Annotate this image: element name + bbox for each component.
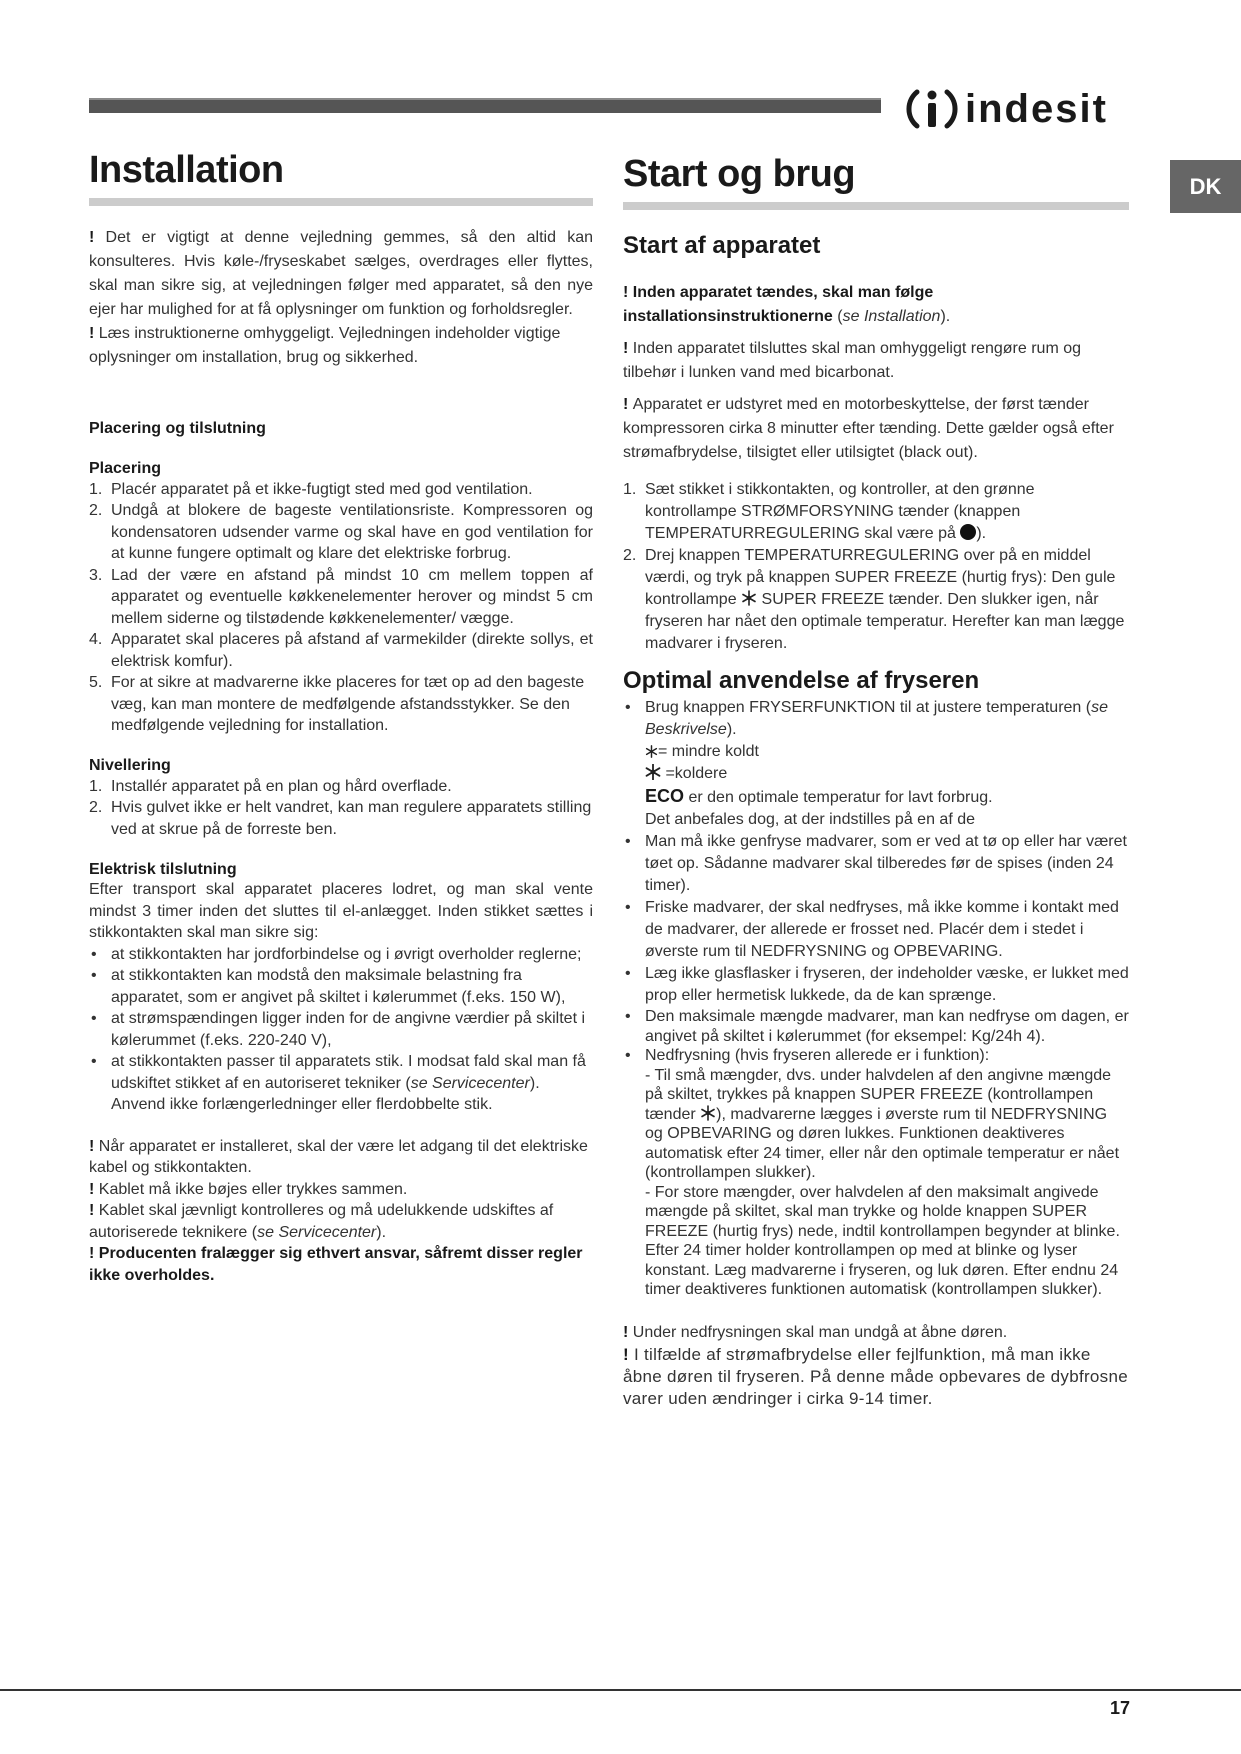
list-item: • Nedfrysning (hvis fryseren allerede er i funktion): - Til små mængder, dvs. under halvdelen af den angivne mængde på skiltet, trykkes på knappen SUPER FREEZE (kontrollampen tænder ), madvarerne lægges i øverste rum til NEDFRYSNING og OPBEVARING og døren lukkes. Funktionen deaktiveres automatisk efter 24 timer, eller når den optimale temperatur er nået (kontrollampen slukker). - For store mængder, over halvdelen af den maksimalt angivede mængde på skiltet, skal man trykke og holde knappen SUPER FREEZE (hurtig frys) nede, indtil kontrollampen begynder at blinke. Efter 24 timer holder kontrollampen op med at blinke og lyser konstant. Læg madvarerne i fryseren, og luk døren. Efter endnu 24 timer deaktiveres funktionen automatisk (kontrollampen slukker). xyxy=(623,1046,1129,1300)
footer-rule xyxy=(0,1689,1241,1691)
list-item: • Den maksimale mængde madvarer, man kan nedfryse om dagen, er angivet på skiltet i kølerummet (for eksempel: Kg/24h 4). xyxy=(623,1007,1129,1046)
installation-title: Installation xyxy=(89,149,284,191)
list-item: • Læg ikke glasflasker i fryseren, der indeholder væske, er lukket med prop eller hermetisk lukkede, da de kan sprænge. xyxy=(623,963,1129,1007)
nivellering-heading: Nivellering xyxy=(89,756,171,774)
optimal-heading: Optimal anvendelse af fryseren xyxy=(623,666,980,694)
brand-name: indesit xyxy=(965,86,1108,131)
list-item: 5. For at sikre at madvarerne ikke placeres for tæt op ad den bageste væg, kan man montere de medfølgende afstandsstykker. Se den medfølgende vejledning for installation. xyxy=(89,674,585,735)
eco-note: Det anbefales dog, at der indstilles på en af de xyxy=(645,811,975,829)
installation-column xyxy=(89,150,593,1286)
warning-cleaning: ! Inden apparatet tilsluttes skal man omhyggeligt rengøre rum og tilbehør i lunken vand med bicarbonat. xyxy=(623,339,1082,381)
less-cold-line: = mindre koldt xyxy=(623,741,1129,763)
colder-line: =koldere xyxy=(623,763,1129,785)
note-cable-bend: ! Kablet må ikke bøjes eller trykkes sammen. xyxy=(89,1180,408,1198)
list-item: 2. Hvis gulvet ikke er helt vandret, kan man regulere apparatets stilling ved at skrue på de forreste ben. xyxy=(89,799,592,838)
nivellering-list xyxy=(89,776,593,841)
start-steps xyxy=(623,479,1129,655)
list-item: • at stikkontakten har jordforbindelse og i øvrigt overholder reglerne; xyxy=(89,944,593,966)
snowflake-icon xyxy=(700,1105,716,1121)
list-item: 2. Drej knappen TEMPERATURREGULERING over på en middel værdi, og tryk på knappen SUPER FREEZE (hurtig frys): Den gule kontrollampe SUPER FREEZE tænder. Den slukker igen, når fryseren har nået den optimale temperatur. Herefter kan man lægge madvarer i fryseren. xyxy=(623,546,1125,652)
title-rule xyxy=(623,202,1129,210)
title-rule xyxy=(89,198,593,206)
optimal-bullets xyxy=(623,697,1129,1300)
warning-motor-protection: ! Apparatet er udstyret med en motorbeskyttelse, der først tænder kompressoren cirka 8 minutter efter tænding. Dette gælder også efter strømafbrydelse, tilsigtet eller utilsigtet (black out). xyxy=(623,395,1114,461)
elektrisk-heading: Elektrisk tilslutning xyxy=(89,861,237,879)
list-item: • Friske madvarer, der skal nedfryses, må ikke komme i kontakt med de madvarer, der allerede er frosset ned. Placér dem i stedet i øverste rum til NEDFRYSNING og OPBEVARING. xyxy=(623,897,1129,963)
placement-section-heading: Placering og tilslutning xyxy=(89,419,266,437)
on-position-icon xyxy=(960,524,976,540)
start-heading: Start af apparatet xyxy=(623,231,821,259)
snowflake-icon xyxy=(741,590,757,606)
intro-paragraph-1: ! Det er vigtigt at denne vejledning gemmes, så den altid kan konsulteres. Hvis køle-/fryseskabet sælges, overdrages eller flyttes, skal man sikre sig, at vejledningen følger med apparatet, så den nye ejer har mulighed for at få oplysninger om funktion og forholdsregler. xyxy=(89,228,593,318)
intro-paragraph-2: ! Læs instruktionerne omhyggeligt. Vejledningen indeholder vigtige oplysninger om installation, brug og sikkerhed. xyxy=(89,324,561,366)
list-item: 2. Undgå at blokere de bageste ventilationsriste. Kompressoren og kondensatoren udsender varme og skal have en god ventilation for at kunne fungere optimalt og klare det elektriske forbrug. xyxy=(89,502,593,563)
snowflake-large-icon xyxy=(645,764,661,780)
list-item: • Man må ikke genfryse madvarer, som er ved at tø op eller har været tøet op. Sådanne madvarer skal tilberedes før de spises (inden 24 timer). xyxy=(623,831,1129,897)
note-cable-access: ! Når apparatet er installeret, skal der være let adgang til det elektriske kabel og stikkontakten. xyxy=(89,1137,588,1177)
list-item: 3. Lad der være en afstand på mindst 10 cm mellem toppen af apparatet og eventuelle køkkenelementer herover og mindst 5 cm mellem siderne og tilstødende køkkenelementer/ vægge. xyxy=(89,566,593,627)
list-item: • Brug knappen FRYSERFUNKTION til at justere temperaturen (se Beskrivelse). xyxy=(623,697,1129,741)
final-notes xyxy=(623,1322,1129,1410)
note-cable-check: ! Kablet skal jævnligt kontrolleres og må udelukkende udskiftes af autoriserede teknikere (se Servicecenter). xyxy=(89,1202,554,1241)
installation-notes xyxy=(89,1136,593,1287)
list-item: • at stikkontakten kan modstå den maksimale belastning fra apparatet, som er angivet på skiltet i kølerummet (f.eks. 150 W), xyxy=(89,965,593,1008)
list-item: 1. Placér apparatet på et ikke-fugtigt sted med god ventilation. xyxy=(89,480,533,498)
note-power-failure: ! I tilfælde af strømafbrydelse eller fejlfunktion, må man ikke åbne døren til fryseren. På denne måde opbevares de dybfrosne varer uden ændringer i cirka 9-14 timer. xyxy=(623,1344,1128,1408)
elektrisk-bullets xyxy=(89,944,593,1116)
header-bar xyxy=(89,98,881,113)
start-title: Start og brug xyxy=(623,153,856,195)
snowflake-small-icon xyxy=(645,745,658,758)
eco-line: ECO er den optimale temperatur for lavt forbrug. xyxy=(645,786,993,807)
elektrisk-intro: Efter transport skal apparatet placeres lodret, og man skal vente mindst 3 timer inden det sluttes til el-anlægget. Inden stikket sættes i stikkontakten skal man sikre sig: xyxy=(89,881,593,942)
indesit-logo-icon xyxy=(905,82,959,136)
note-avoid-opening: ! Under nedfrysningen skal man undgå at åbne døren. xyxy=(623,1323,1008,1341)
placering-heading: Placering xyxy=(89,459,162,477)
warning-installation: ! Inden apparatet tændes, skal man følge installationsinstruktionerne (se Installation). xyxy=(623,283,951,325)
indesit-logo xyxy=(905,78,1108,140)
language-tab: DK xyxy=(1170,160,1241,213)
list-item: • at stikkontakten passer til apparatets stik. I modsat fald skal man få udskiftet stikket af en autoriseret tekniker (se Servicecenter). Anvend ikke forlængerledninger eller flerdobbelte stik. xyxy=(89,1051,593,1116)
list-item: 4. Apparatet skal placeres på afstand af varmekilder (direkte sollys, et elektrisk komfur). xyxy=(89,631,593,670)
placering-list xyxy=(89,479,593,737)
list-item: 1. Sæt stikket i stikkontakten, og kontroller, at den grønne kontrollampe STRØMFORSYNING tænder (knappen TEMPERATURREGULERING skal være på ). xyxy=(623,480,1035,542)
start-column xyxy=(623,150,1129,1410)
note-disclaimer: ! Producenten fralægger sig ethvert ansvar, såfremt disser regler ikke overholdes. xyxy=(89,1245,583,1284)
list-item: • at strømspændingen ligger inden for de angivne værdier på skiltet i kølerummet (f.eks. 220-240 V), xyxy=(89,1008,593,1051)
list-item: 1. Installér apparatet på en plan og hård overflade. xyxy=(89,777,452,795)
page-number: 17 xyxy=(1109,1698,1130,1718)
